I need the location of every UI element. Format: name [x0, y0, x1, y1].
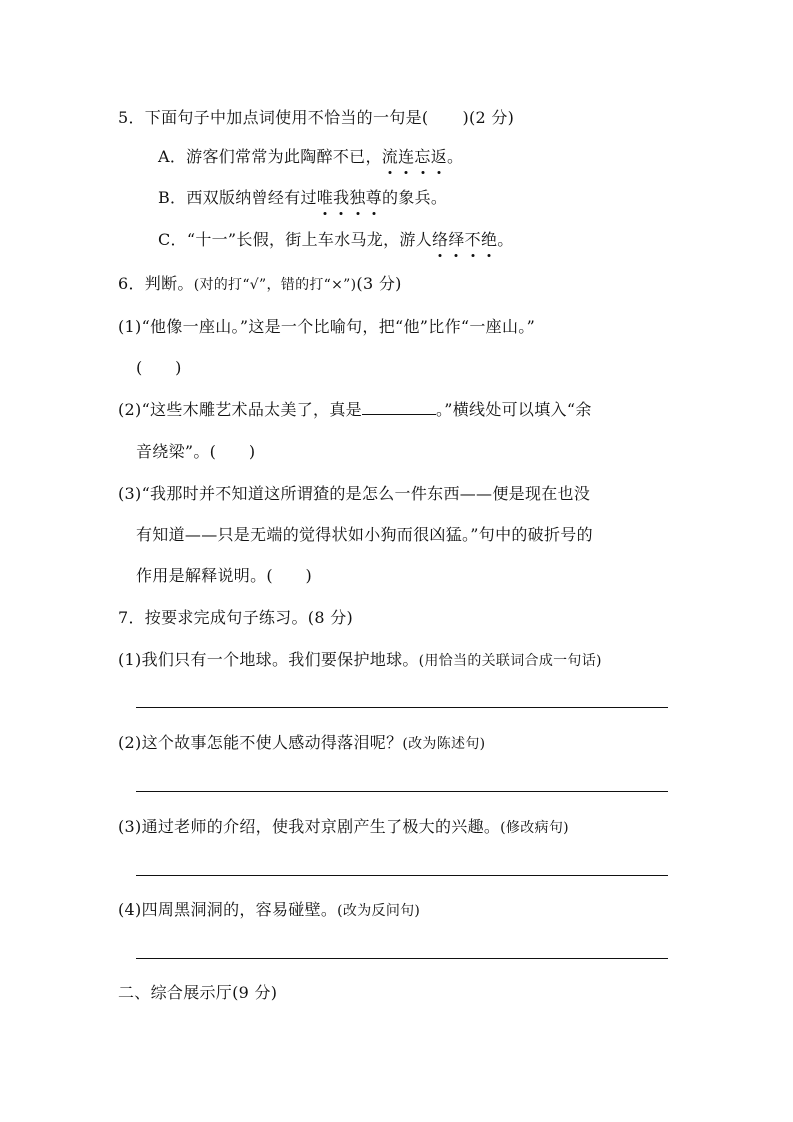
- q5-option-c[interactable]: [158, 228, 514, 252]
- q5-stem-tail: )(2 分): [462, 108, 515, 127]
- q7-item-3-answer-line[interactable]: [136, 875, 668, 876]
- q7-item-3: [118, 815, 569, 840]
- q6-stem-note: (对的打“√”，错的打“×”): [193, 277, 357, 293]
- q6-item-2-text-a: (2)“这些木雕艺术品太美了，真是: [118, 400, 362, 419]
- dotted-char: 返: [431, 145, 447, 169]
- q5-option-a-text: A．游客们常常为此陶醉不已，: [158, 147, 382, 166]
- q7-item-3-text: (3)通过老师的介绍，使我对京剧产生了极大的兴趣。: [118, 817, 501, 836]
- q6-item-2-line-1: [118, 398, 592, 422]
- q5-stem-text: 5．下面句子中加点词使用不恰当的一句是(: [118, 108, 429, 127]
- q6-item-3-line-2: 有知道——只是无端的觉得状如小狗而很凶猛。”句中的破折号的: [136, 525, 593, 544]
- q6-item-3-line-3[interactable]: 作用是解释说明。( ): [136, 566, 313, 585]
- dotted-char: 流: [382, 145, 398, 169]
- dotted-char: 绎: [448, 228, 464, 252]
- q7-item-1-note: (用恰当的关联词合成一句话): [418, 653, 602, 669]
- q7-item-1-answer-line[interactable]: [136, 707, 668, 708]
- q5-option-a[interactable]: [158, 145, 463, 169]
- q5-option-b-end: 的象兵。: [382, 188, 448, 207]
- q5-option-b-text: B．西双版纳曾经有过: [158, 188, 317, 207]
- fill-in-blank[interactable]: [362, 399, 436, 415]
- dotted-char: 忘: [414, 145, 430, 169]
- q6-stem-score: (3 分): [356, 274, 402, 293]
- q7-item-4: [118, 898, 420, 923]
- q6-item-1-line-1: (1)“他像一座山。”这是一个比喻句，把“他”比作“一座山。”: [118, 317, 536, 336]
- dotted-char: 唯: [317, 186, 333, 210]
- q7-item-1: [118, 648, 602, 673]
- q7-item-3-note: (修改病句): [500, 820, 569, 836]
- dotted-char: 独: [349, 186, 365, 210]
- q7-item-2: [118, 731, 485, 756]
- dotted-char: 连: [398, 145, 414, 169]
- q6-item-1-answer-bracket[interactable]: ( ): [136, 358, 182, 377]
- dotted-char: 尊: [366, 186, 382, 210]
- q5-option-a-end: 。: [447, 147, 464, 166]
- q7-item-1-text: (1)我们只有一个地球。我们要保护地球。: [118, 650, 419, 669]
- q7-item-4-answer-line[interactable]: [136, 958, 668, 959]
- dotted-char: 不: [465, 228, 481, 252]
- q7-item-2-answer-line[interactable]: [136, 791, 668, 792]
- section-2-title: 二、综合展示厅(9 分): [118, 983, 278, 1002]
- q7-item-4-note: (改为反问句): [337, 903, 421, 919]
- q6-stem: [118, 272, 402, 297]
- dotted-char: 绝: [481, 228, 497, 252]
- q5-option-c-end: 。: [497, 230, 514, 249]
- q6-item-2-text-b: 。”横线处可以填入“余: [435, 400, 592, 419]
- q6-item-3-line-1: (3)“我那时并不知道这所谓猹的是怎么一件东西——便是现在也没: [118, 484, 591, 503]
- q5-option-c-text: C．“十一”长假，街上车水马龙，游人: [158, 230, 433, 249]
- q7-item-2-note: (改为陈述句): [402, 736, 486, 752]
- q5-option-b[interactable]: [158, 186, 447, 210]
- q7-item-4-text: (4)四周黑洞洞的，容易碰壁。: [118, 900, 338, 919]
- q7-item-2-text: (2)这个故事怎能不使人感动得落泪呢？: [118, 733, 403, 752]
- dotted-char: 我: [333, 186, 349, 210]
- q6-stem-text: 6．判断。: [118, 274, 194, 293]
- q5-stem: [118, 106, 514, 130]
- q6-item-2-line-2[interactable]: 音绕梁”。( ): [136, 442, 256, 461]
- q7-stem: 7．按要求完成句子练习。(8 分): [118, 608, 354, 627]
- dotted-char: 络: [432, 228, 448, 252]
